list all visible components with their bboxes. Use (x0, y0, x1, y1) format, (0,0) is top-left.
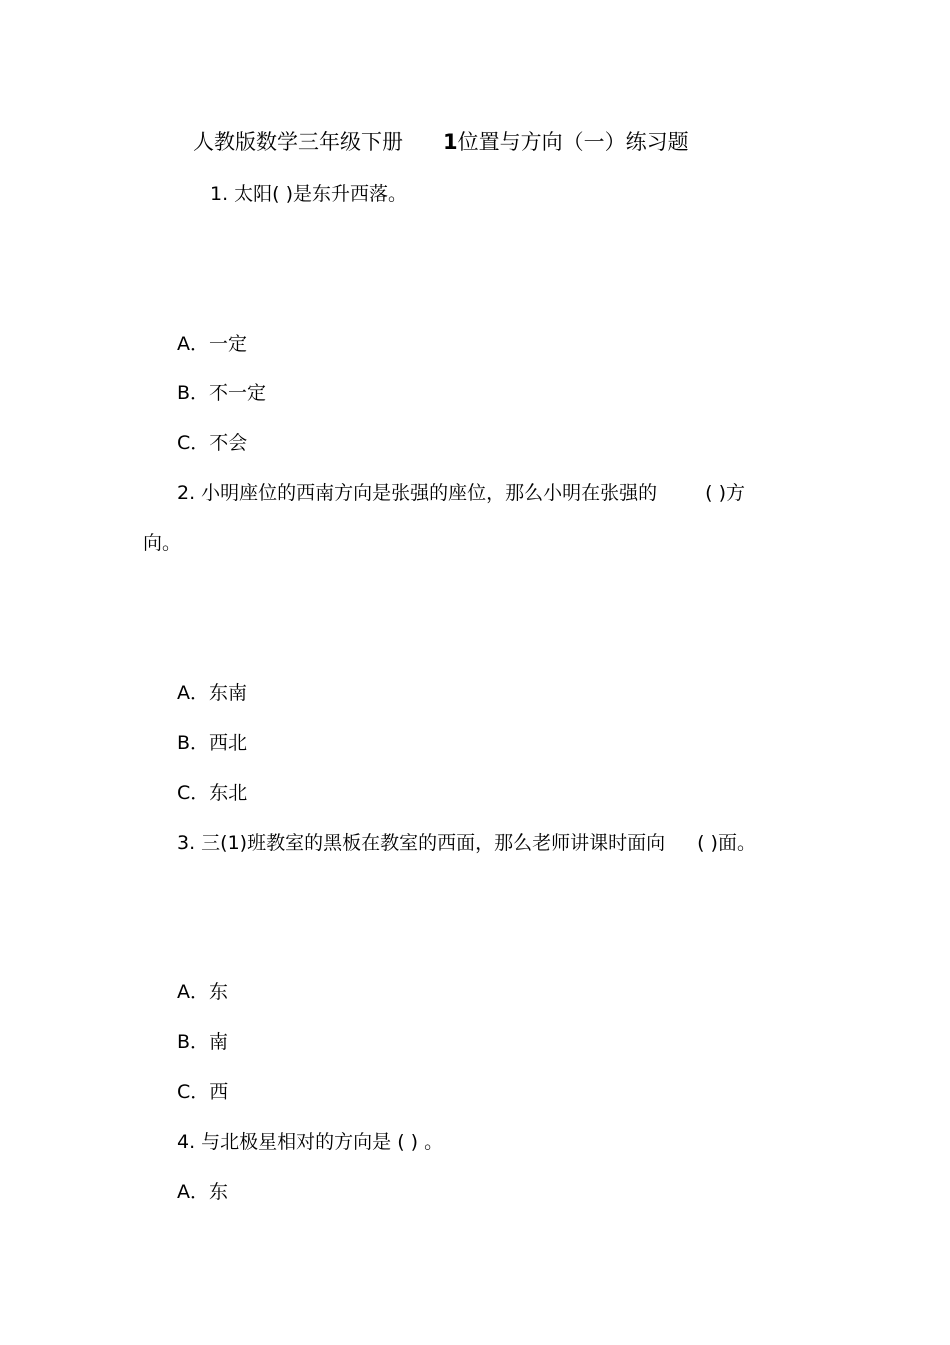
question-2-option-b: B．西北 (177, 732, 248, 754)
title-rest: 位置与方向（一）练习题 (457, 130, 689, 154)
question-1-option-b: B．不一定 (177, 382, 267, 404)
question-3-option-b: B．南 (177, 1031, 229, 1053)
question-3-option-c: C．西 (177, 1081, 229, 1103)
question-2-option-a: A．东南 (177, 682, 247, 704)
question-2-stem-part-1: 2. 小明座位的西南方向是张强的座位，那么小明在张强的 (177, 482, 658, 504)
question-2-option-c: C．东北 (177, 782, 248, 804)
question-4-option-a: A．东 (177, 1181, 228, 1203)
question-3-stem-part-1: 3. 三(1)班教室的黑板在教室的西面，那么老师讲课时面向 (177, 832, 666, 854)
question-3-stem (177, 831, 756, 855)
question-2-stem-line-2: 向。 (143, 532, 182, 554)
question-1-option-c: C．不会 (177, 432, 248, 454)
page-title (193, 129, 689, 155)
question-2-stem-line-1 (177, 481, 745, 505)
title-number: 1 (443, 130, 458, 154)
title-prefix: 人教版数学三年级下册 (193, 130, 403, 154)
question-1-option-a: A．一定 (177, 333, 247, 355)
question-1-stem: 1. 太阳( )是东升西落。 (210, 183, 408, 205)
question-3-stem-part-2: ( )面。 (697, 832, 756, 854)
question-4-stem: 4. 与北极星相对的方向是 ( ) 。 (177, 1131, 444, 1153)
question-3-option-a: A．东 (177, 981, 228, 1003)
question-2-stem-part-2: ( )方 (705, 482, 746, 504)
